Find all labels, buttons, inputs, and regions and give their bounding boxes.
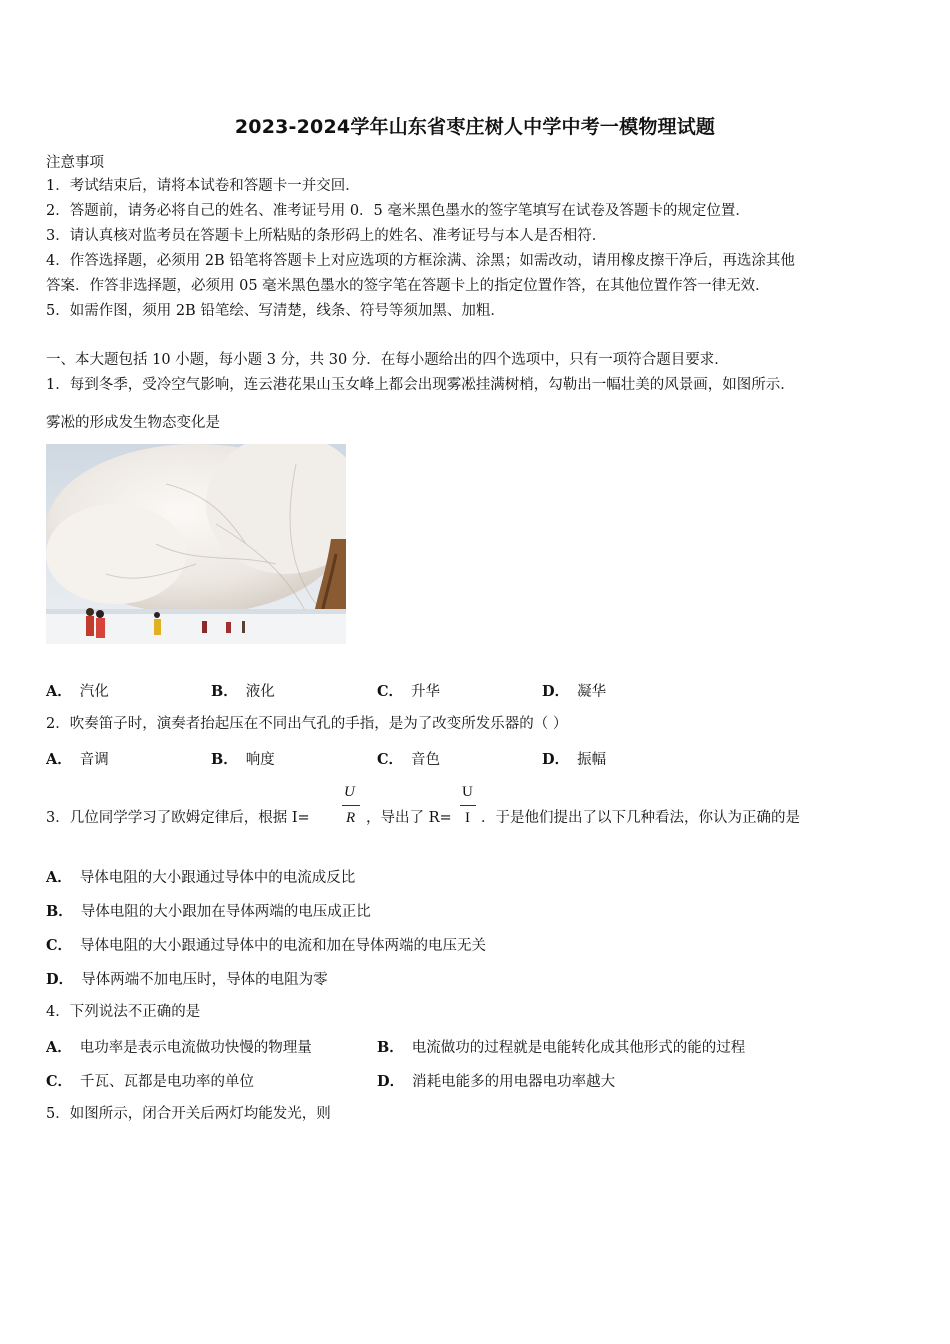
q1-stem-line2: 雾凇的形成发生物态变化是 bbox=[46, 415, 220, 431]
q3-option-c[interactable] bbox=[46, 934, 486, 955]
option-text: 升华 bbox=[411, 684, 441, 700]
option-letter: B． bbox=[211, 683, 238, 700]
option-letter: C． bbox=[46, 1073, 73, 1090]
q3-option-a[interactable] bbox=[46, 866, 355, 887]
option-letter: A． bbox=[46, 751, 72, 768]
option-text: 电流做功的过程就是电能转化成其他形式的能的过程 bbox=[411, 1040, 746, 1056]
page-title: 2023-2024学年山东省枣庄树人中学中考一模物理试题 bbox=[234, 116, 716, 138]
option-letter: A． bbox=[46, 869, 72, 886]
option-letter: C． bbox=[377, 683, 404, 700]
q4-option-a[interactable] bbox=[46, 1036, 312, 1057]
fraction-numerator: U bbox=[344, 784, 355, 800]
q1-stem-line1: 1．每到冬季，受冷空气影响，连云港花果山玉女峰上都会出现雾凇挂满树梢，勾勒出一幅壮美的风景画，如图所示． bbox=[46, 377, 795, 393]
option-text: 千瓦、瓦都是电功率的单位 bbox=[80, 1074, 255, 1090]
option-text: 导体电阻的大小跟通过导体中的电流和加在导体两端的电压无关 bbox=[80, 938, 487, 954]
q1-option-d[interactable] bbox=[542, 680, 606, 701]
q3-stem-part2: ，导出了 R= bbox=[366, 810, 452, 826]
option-text: 电功率是表示电流做功快慢的物理量 bbox=[79, 1040, 312, 1056]
option-letter: A． bbox=[46, 1039, 72, 1056]
q4-option-b[interactable] bbox=[377, 1036, 745, 1057]
q3-stem-part1: 3．几位同学学习了欧姆定律后，根据 I= bbox=[46, 810, 310, 826]
fraction-bar bbox=[342, 805, 360, 806]
fraction-numerator: U bbox=[462, 784, 473, 800]
fraction-bar bbox=[460, 805, 476, 806]
option-text: 凝华 bbox=[577, 684, 607, 700]
q3-option-d[interactable] bbox=[46, 968, 328, 989]
q2-option-c[interactable] bbox=[377, 748, 440, 769]
option-letter: D． bbox=[542, 751, 570, 768]
q3-stem-part3: ．于是他们提出了以下几种看法，你认为正确的是 bbox=[481, 810, 800, 826]
option-text: 音调 bbox=[79, 752, 109, 768]
notice-item: 4．作答选择题，必须用 2B 铅笔将答题卡上对应选项的方框涂满、涂黑；如需改动，请用橡皮擦干净后，再选涂其他 bbox=[46, 253, 795, 269]
q4-option-d[interactable] bbox=[377, 1070, 615, 1091]
rime-photo bbox=[46, 444, 346, 644]
q1-option-a[interactable] bbox=[46, 680, 109, 701]
option-text: 液化 bbox=[245, 684, 275, 700]
q2-option-d[interactable] bbox=[542, 748, 606, 769]
option-letter: A． bbox=[46, 683, 72, 700]
option-letter: B． bbox=[211, 751, 238, 768]
option-text: 导体电阻的大小跟通过导体中的电流成反比 bbox=[79, 870, 356, 886]
q2-option-a[interactable] bbox=[46, 748, 109, 769]
option-text: 消耗电能多的用电器电功率越大 bbox=[412, 1074, 616, 1090]
notice-heading: 注意事项 bbox=[46, 155, 104, 171]
q2-option-b[interactable] bbox=[211, 748, 275, 769]
q1-option-c[interactable] bbox=[377, 680, 440, 701]
q2-stem: 2．吹奏笛子时，演奏者抬起压在不同出气孔的手指，是为了改变所发乐器的（ ） bbox=[46, 716, 568, 732]
option-text: 汽化 bbox=[79, 684, 109, 700]
q4-option-c[interactable] bbox=[46, 1070, 254, 1091]
fraction-denominator: I bbox=[465, 810, 470, 826]
option-letter: D． bbox=[377, 1073, 405, 1090]
notice-item: 1．考试结束后，请将本试卷和答题卡一并交回． bbox=[46, 178, 360, 194]
fraction-denominator: R bbox=[346, 810, 356, 826]
option-letter: B． bbox=[46, 903, 73, 920]
option-text: 导体两端不加电压时，导体的电阻为零 bbox=[81, 972, 328, 988]
notice-item: 2．答题前，请务必将自己的姓名、准考证号用 0．5 毫米黑色墨水的签字笔填写在试卷及答题卡的规定位置． bbox=[46, 203, 750, 219]
q3-option-b[interactable] bbox=[46, 900, 371, 921]
notice-item: 3．请认真核对监考员在答题卡上所粘贴的条形码上的姓名、准考证号与本人是否相符． bbox=[46, 228, 607, 244]
notice-item: 5．如需作图，须用 2B 铅笔绘、写清楚，线条、符号等须加黑、加粗． bbox=[46, 303, 505, 319]
q4-stem: 4．下列说法不正确的是 bbox=[46, 1004, 201, 1020]
option-text: 响度 bbox=[245, 752, 275, 768]
option-text: 振幅 bbox=[577, 752, 607, 768]
q1-option-b[interactable] bbox=[211, 680, 275, 701]
section-heading: 一、本大题包括 10 小题，每小题 3 分，共 30 分．在每小题给出的四个选项中，只有一项符合题目要求． bbox=[46, 352, 729, 368]
option-letter: C． bbox=[46, 937, 73, 954]
option-text: 导体电阻的大小跟加在导体两端的电压成正比 bbox=[80, 904, 371, 920]
option-letter: D． bbox=[542, 683, 570, 700]
option-letter: C． bbox=[377, 751, 404, 768]
q5-stem: 5．如图所示，闭合开关后两灯均能发光，则 bbox=[46, 1106, 331, 1122]
option-letter: D． bbox=[46, 971, 74, 988]
option-letter: B． bbox=[377, 1039, 404, 1056]
notice-item: 答案．作答非选择题，必须用 05 毫米黑色墨水的签字笔在答题卡上的指定位置作答，在其他位置作答一律无效． bbox=[46, 278, 770, 294]
option-text: 音色 bbox=[411, 752, 441, 768]
